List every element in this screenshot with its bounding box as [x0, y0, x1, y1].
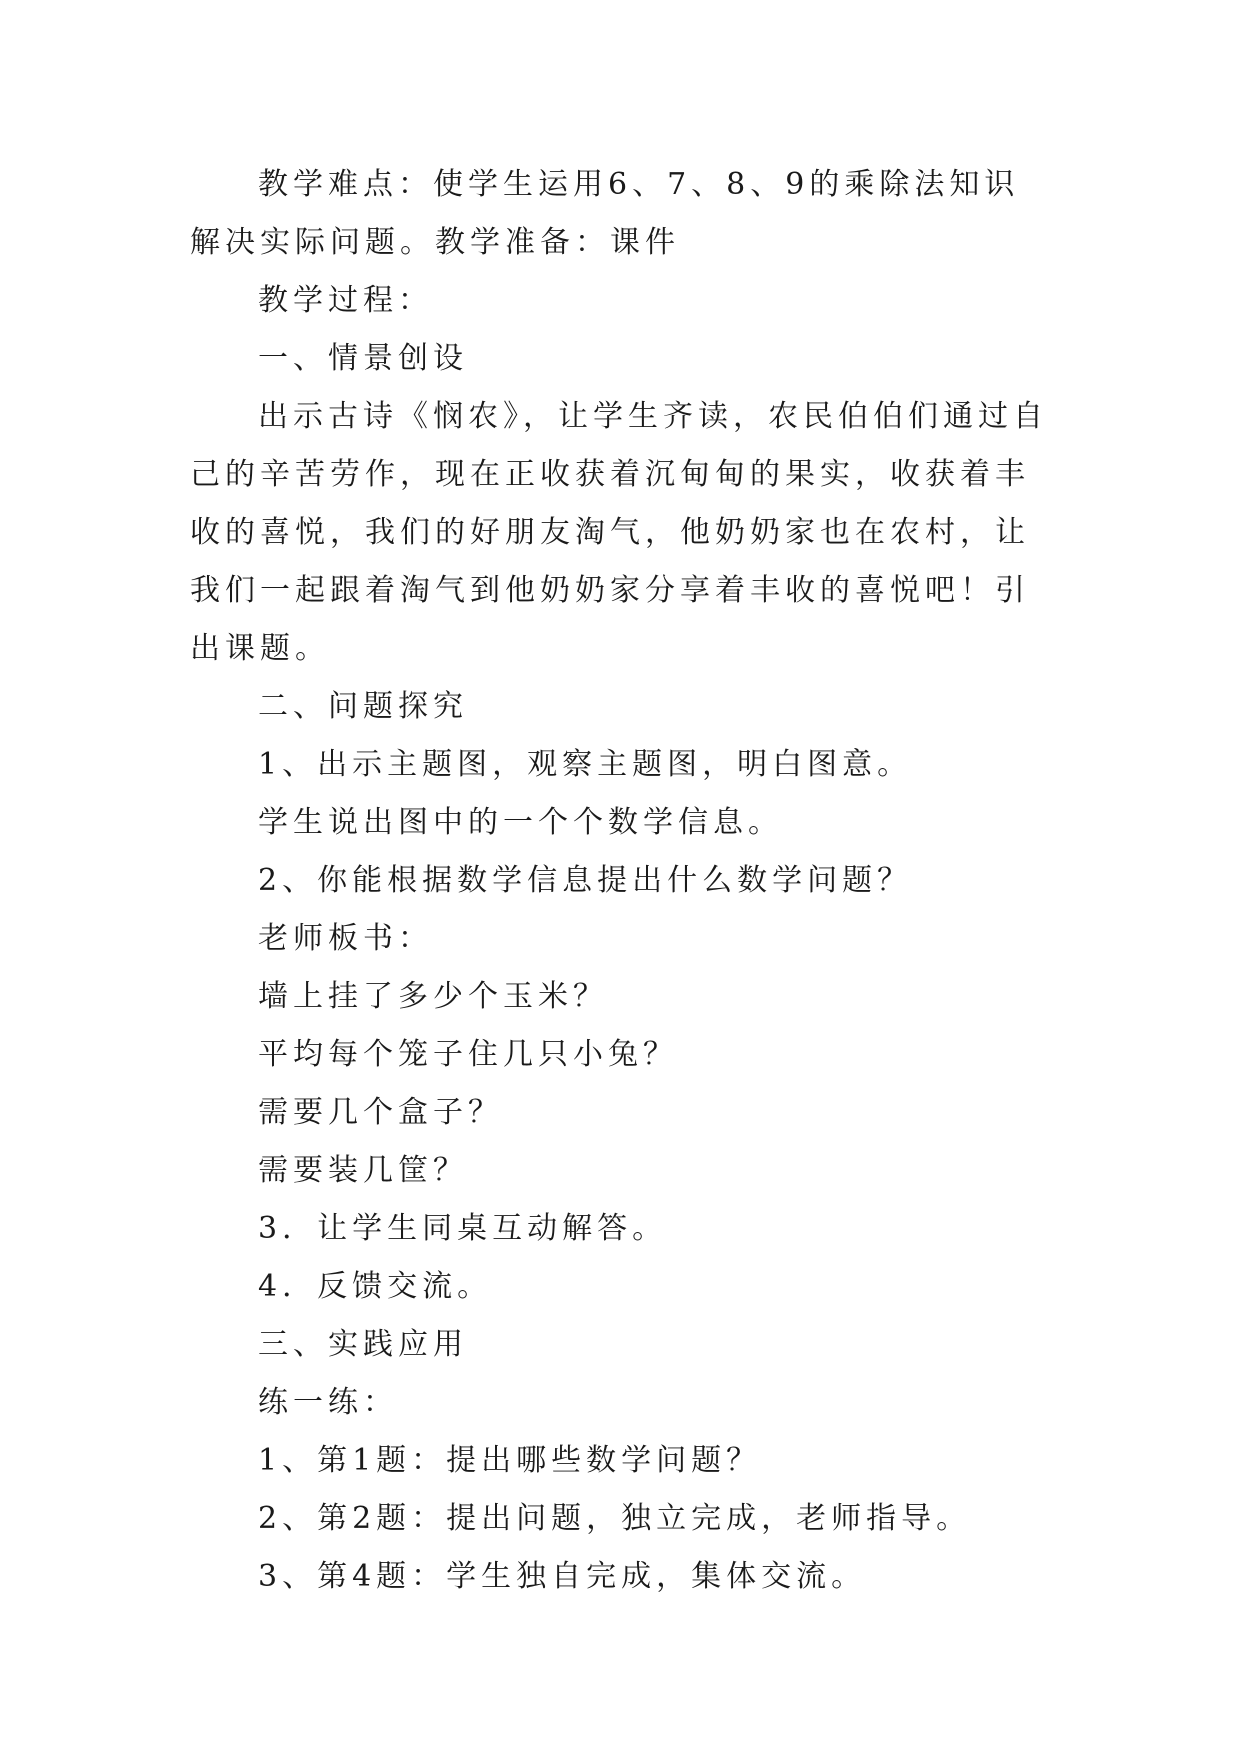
list-item-pair-answer: 3．让学生同桌互动解答。 — [258, 1211, 668, 1246]
list-item-exercise-4: 3、第4题：学生独自完成，集体交流。 — [258, 1559, 867, 1594]
paragraph-board-writing: 老师板书： — [258, 921, 433, 956]
paragraph-practice-label: 练一练： — [258, 1385, 398, 1420]
list-item-feedback: 4．反馈交流。 — [258, 1269, 493, 1304]
list-item-exercise-1: 1、第1题：提出哪些数学问题？ — [258, 1443, 762, 1478]
section-heading-scenario: 一、情景创设 — [258, 341, 468, 376]
list-item-show-theme-image: 1、出示主题图，观察主题图，明白图意。 — [258, 747, 913, 782]
paragraph-teaching-process-heading: 教学过程： — [258, 283, 433, 318]
question-baskets: 需要装几筐？ — [258, 1153, 468, 1188]
section-heading-practice: 三、实践应用 — [258, 1327, 468, 1362]
question-boxes: 需要几个盒子？ — [258, 1095, 503, 1130]
list-item-ask-questions: 2、你能根据数学信息提出什么数学问题？ — [258, 863, 913, 898]
question-rabbits: 平均每个笼子住几只小兔？ — [258, 1037, 678, 1072]
section-heading-problem-exploration: 二、问题探究 — [258, 689, 468, 724]
question-corn: 墙上挂了多少个玉米？ — [258, 979, 608, 1014]
list-item-exercise-2: 2、第2题：提出问题，独立完成，老师指导。 — [258, 1501, 972, 1536]
document-body — [190, 156, 1052, 1606]
paragraph-teaching-difficulty: 教学难点：使学生运用6、7、8、9的乘除法知识解决实际问题。教学准备：课件 — [190, 167, 1020, 260]
paragraph-poem-intro: 出示古诗《悯农》，让学生齐读，农民伯伯们通过自己的辛苦劳作，现在正收获着沉甸甸的果实，收获着丰收的喜悦，我们的好朋友淘气，他奶奶家也在农村，让我们一起跟着淘气到他奶奶家分享着丰收的喜悦吧！引出课题。 — [190, 399, 1048, 666]
paragraph-student-info: 学生说出图中的一个个数学信息。 — [258, 805, 783, 840]
